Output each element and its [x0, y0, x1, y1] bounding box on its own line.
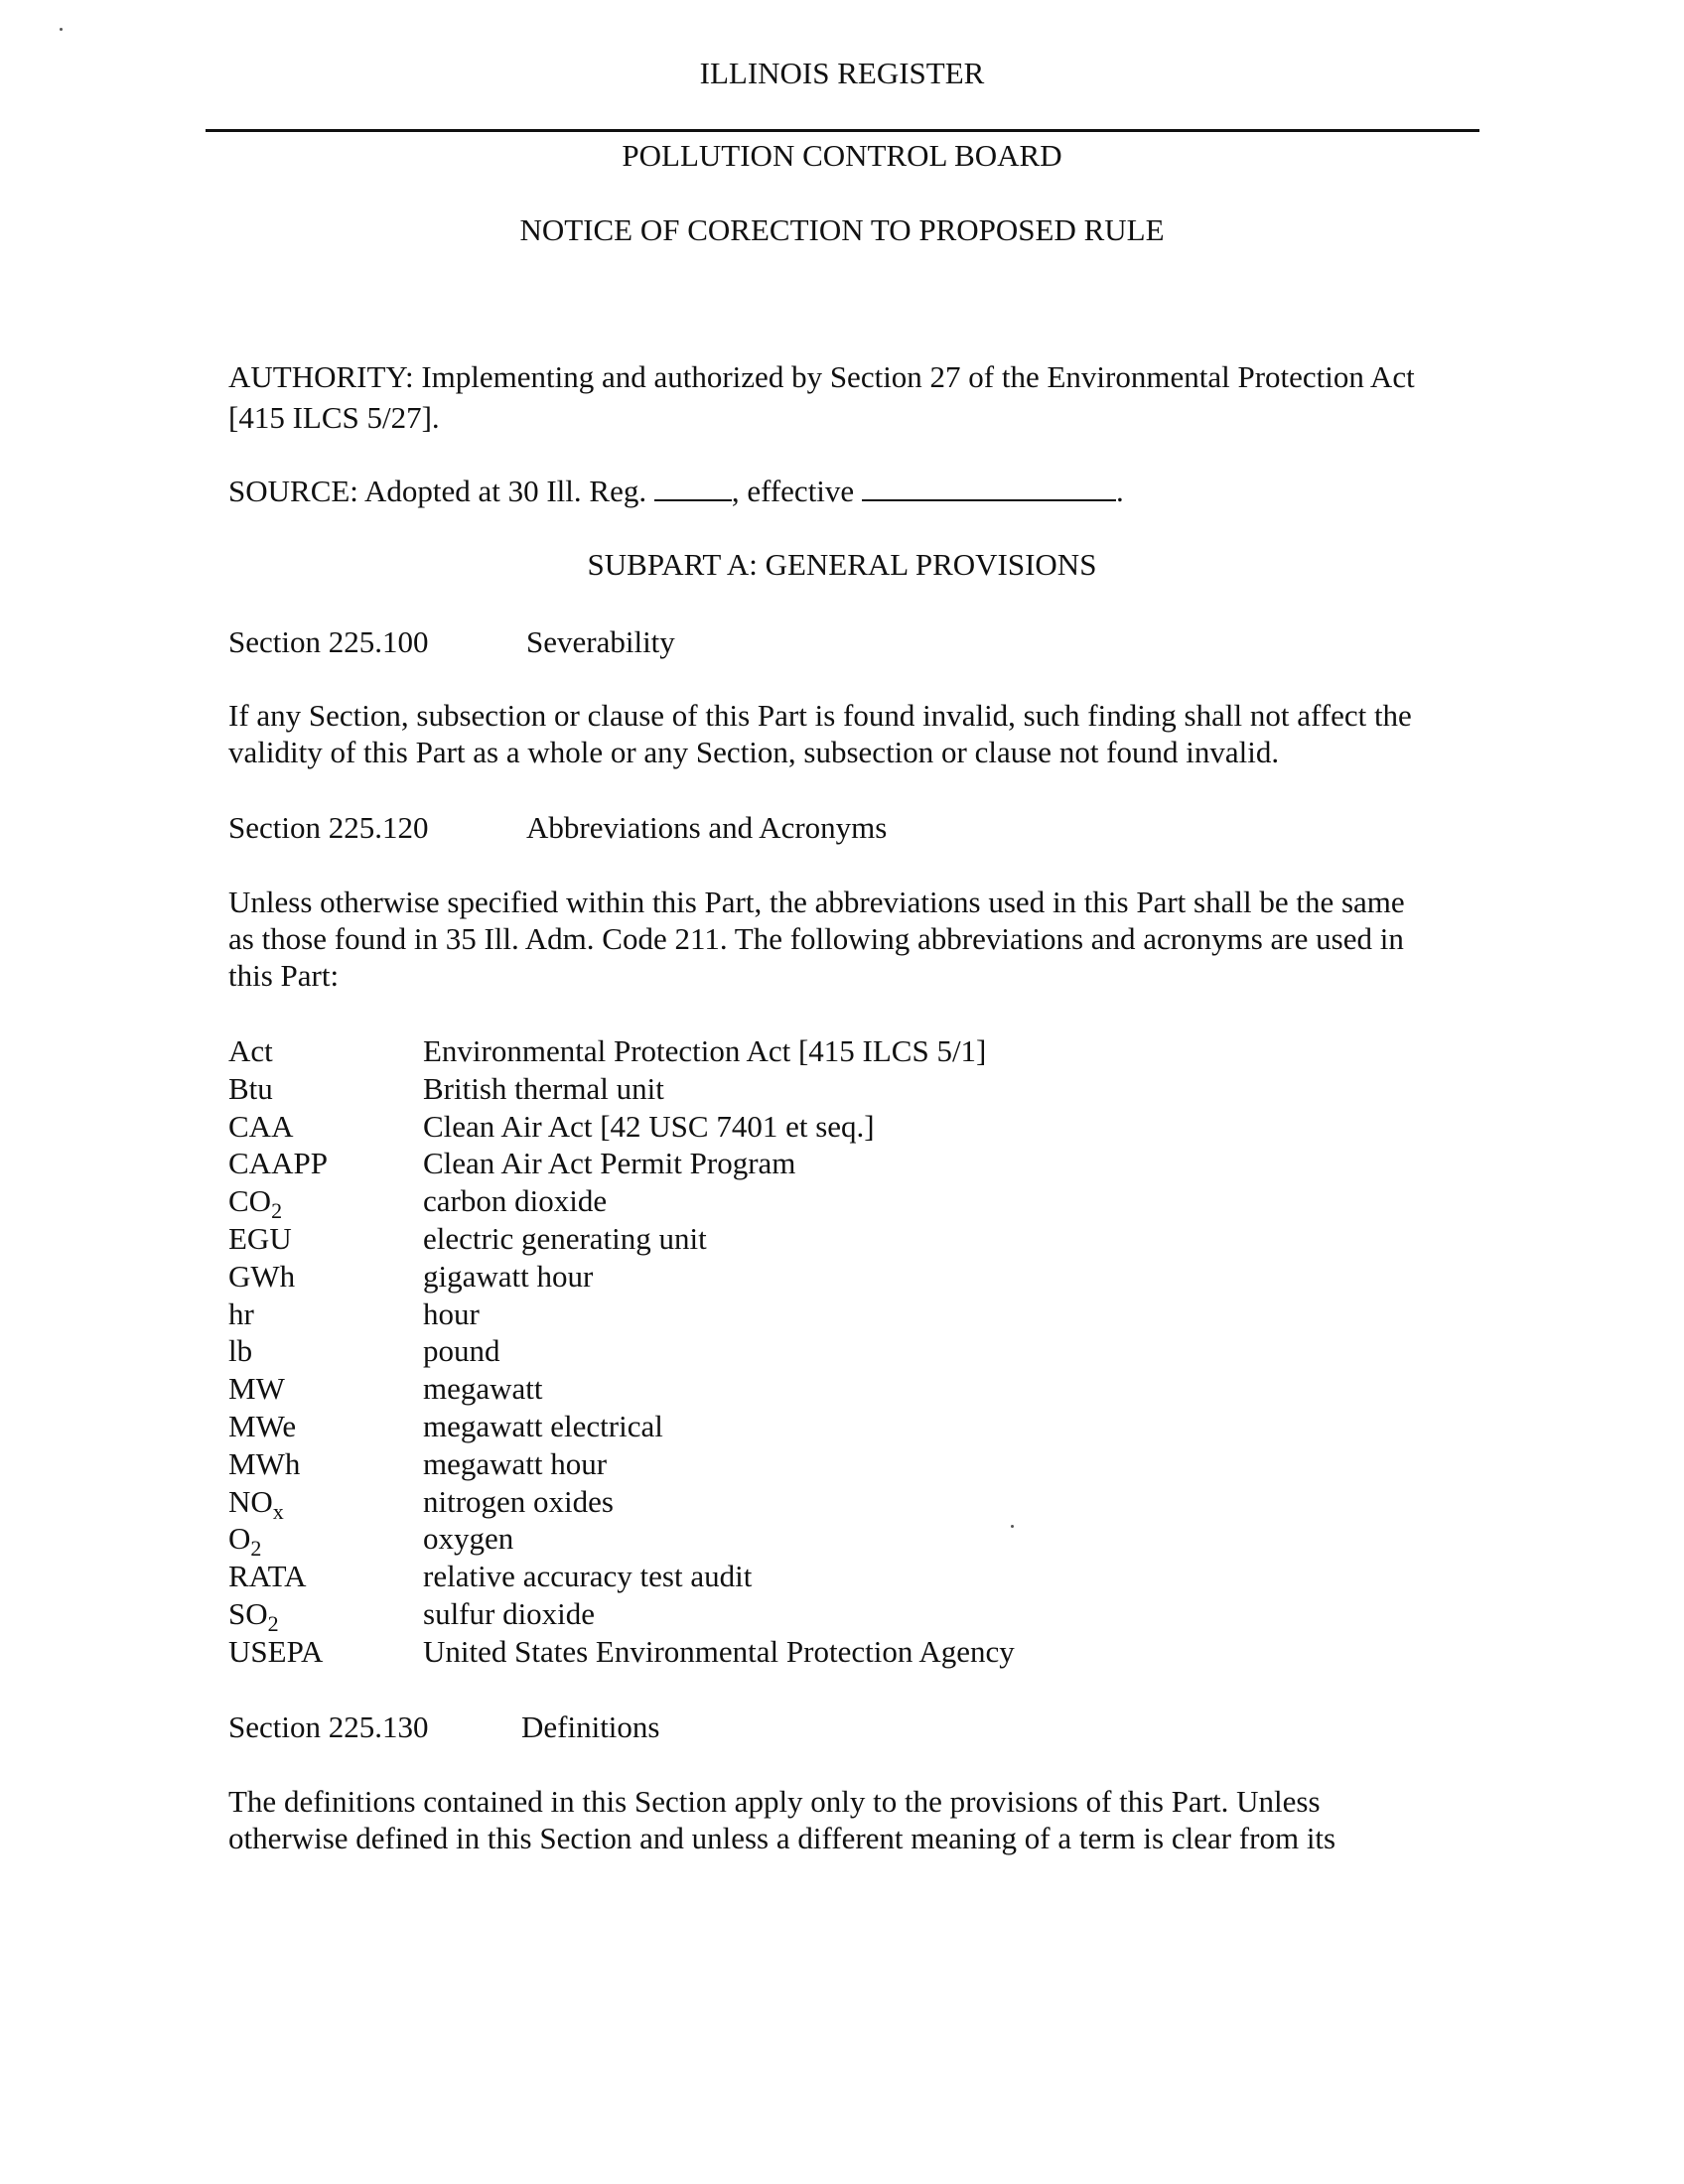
abbreviation-definition: Clean Air Act [42 USC 7401 et seq.]: [423, 1108, 875, 1144]
abbreviation-definition: British thermal unit: [423, 1070, 664, 1106]
section-120-body-line-2: as those found in 35 Ill. Adm. Code 211. The following abbreviations and acronyms are used in: [228, 921, 1404, 956]
section-100-body-line-1: If any Section, subsection or clause of this Part is found invalid, such finding shall not affect the: [228, 698, 1412, 733]
abbreviation-term-text: SO: [228, 1595, 268, 1631]
abbreviation-definition: megawatt electrical: [423, 1408, 663, 1443]
scan-speck: [1011, 1525, 1014, 1528]
abbreviation-term: [228, 1633, 323, 1670]
source-middle: , effective: [731, 474, 855, 508]
abbreviation-term: [228, 1445, 300, 1482]
abbreviation-term-text: GWh: [228, 1258, 296, 1294]
section-100-number: Section 225.100: [228, 624, 429, 659]
abbreviation-subscript: 2: [271, 1198, 283, 1224]
abbreviation-term: [228, 1483, 284, 1524]
abbreviation-term: [228, 1520, 262, 1562]
abbreviation-term-text: lb: [228, 1333, 253, 1369]
abbreviation-term-text: MW: [228, 1371, 285, 1407]
abbreviation-term: [228, 1032, 273, 1069]
abbreviation-definition: United States Environmental Protection Agency: [423, 1633, 1015, 1669]
abbreviation-term: [228, 1595, 279, 1637]
subpart-heading: SUBPART A: GENERAL PROVISIONS: [587, 547, 1097, 582]
section-100-title: Severability: [526, 624, 675, 659]
abbreviation-term-text: MWh: [228, 1445, 301, 1481]
abbreviation-term: [228, 1296, 254, 1332]
abbreviation-term: [228, 1145, 328, 1181]
abbreviation-subscript: 2: [267, 1611, 279, 1637]
abbreviation-term-text: hr: [228, 1296, 254, 1331]
abbreviation-term-text: CAA: [228, 1108, 294, 1144]
abbreviation-definition: nitrogen oxides: [423, 1483, 614, 1519]
abbreviation-definition: relative accuracy test audit: [423, 1559, 753, 1594]
effective-blank: [862, 476, 1116, 501]
abbreviation-definition: oxygen: [423, 1521, 514, 1557]
section-130-body-line-2: otherwise defined in this Section and unless a different meaning of a term is clear from its: [228, 1821, 1336, 1855]
abbreviation-definition: megawatt hour: [423, 1445, 608, 1481]
authority-line-2: [415 ILCS 5/27].: [228, 400, 440, 435]
abbreviation-definition: carbon dioxide: [423, 1183, 608, 1219]
abbreviation-term-text: CAAPP: [228, 1146, 328, 1181]
section-130-number: Section 225.130: [228, 1709, 429, 1744]
abbreviation-definition: megawatt: [423, 1371, 543, 1407]
abbreviation-definition: Environmental Protection Act [415 ILCS 5/1]: [423, 1033, 987, 1068]
section-120-body-line-1: Unless otherwise specified within this Part, the abbreviations used in this Part shall be the same: [228, 885, 1405, 919]
abbreviation-definition: pound: [423, 1333, 500, 1369]
abbreviation-term-text: EGU: [228, 1220, 292, 1256]
abbreviation-term-text: MWe: [228, 1408, 297, 1443]
register-header: ILLINOIS REGISTER: [699, 56, 985, 90]
abbreviation-term-text: NO: [228, 1483, 273, 1519]
section-120-title: Abbreviations and Acronyms: [526, 810, 888, 845]
abbreviation-term: [228, 1220, 292, 1257]
abbreviation-term-text: RATA: [228, 1559, 307, 1594]
authority-line-1: AUTHORITY: Implementing and authorized by Section 27 of the Environmental Protection Act: [228, 359, 1415, 394]
abbreviation-term: [228, 1332, 252, 1369]
abbreviation-term: [228, 1370, 285, 1407]
abbreviation-term: [228, 1258, 295, 1295]
abbreviation-term-text: Btu: [228, 1070, 273, 1106]
abbreviation-term: [228, 1070, 273, 1107]
board-title: POLLUTION CONTROL BOARD: [622, 138, 1062, 173]
section-100-body-line-2: validity of this Part as a whole or any Section, subsection or clause not found invalid.: [228, 735, 1280, 769]
section-120-number: Section 225.120: [228, 810, 429, 845]
abbreviation-definition: gigawatt hour: [423, 1258, 594, 1294]
section-130-title: Definitions: [521, 1709, 660, 1744]
abbreviation-term: [228, 1108, 293, 1145]
abbreviation-term-text: CO: [228, 1183, 272, 1219]
abbreviation-term: [228, 1182, 283, 1224]
scan-speck: [60, 28, 63, 31]
abbreviation-definition: hour: [423, 1296, 480, 1331]
notice-title: NOTICE OF CORECTION TO PROPOSED RULE: [519, 212, 1165, 247]
section-130-body-line-1: The definitions contained in this Section apply only to the provisions of this Part. Unless: [228, 1784, 1321, 1819]
abbreviation-subscript: x: [272, 1498, 284, 1524]
abbreviation-definition: Clean Air Act Permit Program: [423, 1146, 796, 1181]
abbreviation-term: [228, 1558, 306, 1594]
source-suffix: .: [1115, 474, 1124, 508]
abbreviation-term-text: O: [228, 1521, 251, 1557]
abbreviation-definition: sulfur dioxide: [423, 1595, 596, 1631]
abbreviation-definition: electric generating unit: [423, 1220, 707, 1256]
header-rule: [206, 129, 1479, 132]
abbreviation-term-text: USEPA: [228, 1633, 324, 1669]
source-prefix: SOURCE: Adopted at 30 Ill. Reg.: [228, 474, 647, 508]
abbreviation-term-text: Act: [228, 1033, 273, 1068]
section-120-body-line-3: this Part:: [228, 958, 340, 993]
source-line: [228, 473, 1124, 509]
abbreviation-term: [228, 1408, 296, 1444]
reg-blank: [654, 476, 732, 501]
abbreviation-subscript: 2: [250, 1536, 262, 1562]
